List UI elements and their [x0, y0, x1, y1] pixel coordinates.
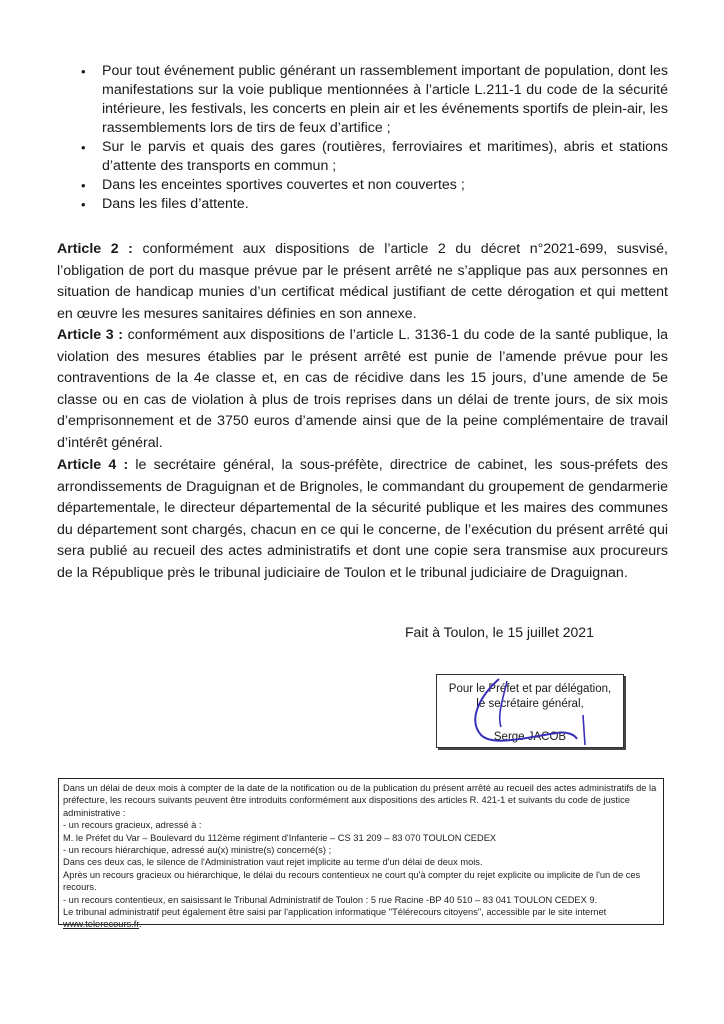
- signature-title-line: le secrétaire général,: [476, 698, 584, 710]
- article-2-label: Article 2 :: [57, 241, 133, 257]
- signature-delegation-line: Pour le Préfet et par délégation,: [448, 683, 612, 695]
- appeal-notice-box: [58, 778, 664, 930]
- article-3: [57, 325, 668, 455]
- bullet-item: • Dans les files d’attente.: [78, 195, 668, 214]
- bullet-item: • Pour tout événement public générant un rassemblement important de population, dont les manifestations sur la voie publique mentionnées à l’article L.211-1 du code de la sécurité intérieure, les festivals, les concerts en plein air et les événements sportifs de plein-air, les rassemblements lors de tirs de feux d’artifice ;: [78, 62, 668, 138]
- appeal-notice-line: - un recours contentieux, en saisissant le Tribunal Administratif de Toulon : 5 rue Racine -BP 40 510 – 83 041 TOULON CEDEX 9.: [63, 894, 598, 905]
- appeal-notice-end: .: [138, 919, 142, 930]
- appeal-notice-line: Après un recours gracieux ou hiérarchique, le délai du recours contentieux ne court qu'à compter du rejet explicite ou implicite de l'un de ces recours.: [63, 869, 641, 893]
- signature-name: Serge JACOB: [493, 731, 567, 743]
- appeal-notice-text: Le tribunal administratif peut également être saisi par l'application informatique "Télérecours citoyens", accessible par le site internet: [63, 907, 607, 918]
- article-3-text: conformément aux dispositions de l’article L. 3136-1 du code de la santé publique, la violation des mesures établies par le présent arrêté est punie de l’amende prévue pour les contraventions de la 4e classe et, en cas de récidive dans les 15 jours, d’une amende de 5e classe ou en cas de violation à plus de trois reprises dans un délai de trente jours, de six mois d’emprisonnement et de 3750 euros d’amende ainsi que de la peine complémentaire de travail d’intérêt général.: [57, 327, 668, 451]
- bullet-item: • Sur le parvis et quais des gares (routières, ferroviaires et maritimes), abris et stations d’attente des transports en commun ;: [78, 138, 668, 176]
- appeal-notice-line: [63, 906, 659, 931]
- appeal-notice-line: - un recours gracieux, adressé à :: [63, 820, 202, 831]
- article-2: [57, 239, 668, 325]
- appeal-notice-line: M. le Préfet du Var – Boulevard du 112ème régiment d'Infanterie – CS 31 209 – 83 070 TOULON CEDEX: [63, 832, 497, 843]
- telerecours-link[interactable]: www.telerecours.fr: [63, 919, 139, 930]
- article-4-label: Article 4 :: [57, 457, 129, 473]
- place-and-date: Fait à Toulon, le 15 juillet 2021: [405, 624, 594, 640]
- appeal-notice-line: Dans un délai de deux mois à compter de la date de la notification ou de la publication du présent arrêté au recueil des actes administratifs de la préfecture, les recours suivants peuvent être introduits conformément aux dispositions des articles R. 421-1 et suivants du code de justice administrative :: [63, 783, 657, 818]
- article-3-label: Article 3 :: [57, 327, 124, 343]
- bullet-item: • Dans les enceintes sportives couvertes et non couvertes ;: [78, 176, 668, 195]
- bullet-list: [78, 62, 668, 214]
- article-4: [57, 455, 668, 585]
- signature-stamp: [436, 674, 624, 748]
- article-2-text: conformément aux dispositions de l’article 2 du décret n°2021-699, susvisé, l’obligation de port du masque prévue par le présent arrêté ne s’applique pas aux personnes en situation de handicap munies d’un certificat médical justifiant de cette dérogation et qui mettent en œuvre les mesures sanitaires définies en son annexe.: [57, 241, 668, 322]
- article-4-text: le secrétaire général, la sous-préfète, directrice de cabinet, les sous-préfets des arrondissements de Draguignan et de Brignoles, le commandant du groupement de gendarmerie départementale, le directeur départemental de la sécurité publique et les maires des communes du département sont chargés, chacun en ce qui le concerne, de l’exécution du présent arrêté qui sera publié au recueil des actes administratifs et dont une copie sera transmise aux procureurs de la République près le tribunal judiciaire de Toulon et le tribunal judiciaire de Draguignan.: [57, 457, 668, 581]
- appeal-notice-line: - un recours hiérarchique, adressé au(x) ministre(s) concerné(s) ;: [63, 845, 332, 856]
- appeal-notice-line: Dans ces deux cas, le silence de l'Administration vaut rejet implicite au terme d'un délai de deux mois.: [63, 857, 483, 868]
- handwritten-signature: [437, 675, 623, 747]
